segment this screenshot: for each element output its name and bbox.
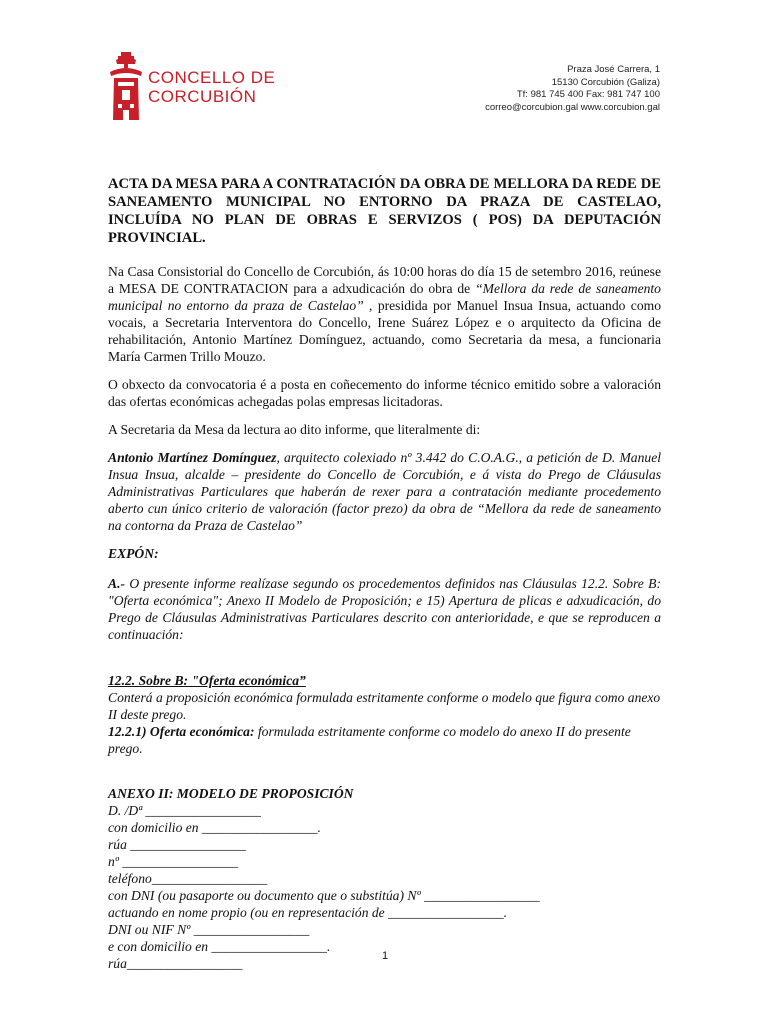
paragraph-meeting bbox=[108, 263, 661, 365]
paragraph-reading: A Secretaria da Mesa da lectura ao dito informe, que literalmente di: bbox=[108, 422, 481, 437]
form-line-nif: DNI ou NIF Nº _________________ bbox=[108, 922, 310, 937]
architect-name: Antonio Martínez Domínguez bbox=[108, 450, 277, 465]
tower-crest-icon bbox=[108, 52, 144, 122]
paragraph-a-text: O presente informe realízase segundo os procedementos definidos nas Cláusulas 12.2. Sobre B: "Oferta económica"; Anexo II Modelo de Proposición; e 15) Apertura de plicas e adxudicación, do Prego de Cláusulas Administrativas Particulares descrito con anterioridade, e que se reproducen a continuación: bbox=[108, 576, 661, 642]
page-number: 1 bbox=[381, 950, 389, 962]
form-line-dni: con DNI (ou pasaporte ou documento que o substitúa) Nº _________________ bbox=[108, 888, 540, 903]
paragraph-report-intro bbox=[108, 449, 661, 534]
form-line-company-street: rúa_________________ bbox=[108, 956, 243, 971]
form-line-domicile: con domicilio en _________________. bbox=[108, 820, 321, 835]
web-line: correo@corcubion.gal www.corcubion.gal bbox=[485, 101, 660, 113]
postal-line: 15130 Corcubión (Galiza) bbox=[551, 76, 660, 88]
meeting-text-2: , presidida por Manuel Insua Insua, actuando como vocais, a Secretaria Interventora do Concello, Irene Suárez López e o arquitecto da Oficina de rehabilitación, Antonio Martínez Domínguez, actuando, como Secretaria da mesa, a funcionaria María Carmen Trillo Mouzo. bbox=[108, 298, 661, 364]
phone-line: Tf: 981 745 400 Fax: 981 747 100 bbox=[516, 89, 660, 100]
form-line-number: nº _________________ bbox=[108, 854, 238, 869]
clause-heading: 12.2. Sobre B: "Oferta económica” bbox=[108, 673, 306, 688]
document-title: ACTA DA MESA PARA A CONTRATACIÓN DA OBRA DE MELLORA DA REDE DE SANEAMENTO MUNICIPAL NO ENTORNO DA PRAZA DE CASTELAO, INCLUÍDA NO PLAN DE OBRAS E SERVIZOS ( POS) DA DEPUTACIÓN PROVINCIAL. bbox=[108, 176, 661, 246]
logo-line-1: CONCELLO DE bbox=[148, 68, 276, 87]
form-line-street: rúa _________________ bbox=[108, 837, 246, 852]
report-intro-text: , arquitecto colexiado nº 3.442 do C.O.A.G., a petición de D. Manuel Insua Insua, alcalde – presidente do Concello de Corcubión, e á vista do Prego de Cláusulas Administrativas Particulares que haberán de rexer para a contratación mediante procedemento aberto cun único criterio de valoración (factor prezo) da obra de “Mellora da rede de saneamento na contorna da Praza de Castelao” bbox=[108, 450, 662, 533]
document-body bbox=[108, 175, 661, 972]
meeting-project-name: “Mellora da rede de saneamento municipal no entorno da praza de Castelao” bbox=[108, 281, 661, 313]
form-line-name: D. /Dª _________________ bbox=[108, 803, 261, 818]
form-line-phone: teléfono_________________ bbox=[108, 871, 268, 886]
paragraph-purpose: O obxecto da convocatoria é a posta en coñecemento do informe técnico emitido sobre a valoración das ofertas económicas achegadas polas empresas licitadoras. bbox=[108, 377, 661, 409]
expon-heading: EXPÓN: bbox=[108, 546, 159, 561]
annex-ii bbox=[108, 785, 661, 972]
meeting-text-1: Na Casa Consistorial do Concello de Corcubión, ás 10:00 horas do día 15 de setembro 2016, reúnese a MESA DE CONTRATACION para a adxudicación do obra de bbox=[108, 264, 661, 296]
annex-heading: ANEXO II: MODELO DE PROPOSICIÓN bbox=[108, 786, 354, 801]
logo-line-2: CORCUBIÓN bbox=[148, 87, 257, 106]
address-line: Praza José Carrera, 1 bbox=[567, 64, 660, 75]
clause-sub-label: 12.2.1) Oferta económica: bbox=[108, 724, 255, 739]
paragraph-a bbox=[108, 575, 661, 643]
clause-text: Conterá a proposición económica formulada estritamente conforme o modelo que figura como anexo II deste prego. bbox=[108, 690, 661, 722]
clause-sub-text: formulada estritamente conforme co modelo do anexo II do presente prego. bbox=[108, 724, 631, 756]
paragraph-a-label: A.- bbox=[108, 576, 125, 591]
form-line-company-domicile: e con domicilio en _________________. bbox=[108, 939, 331, 954]
logo-wordmark bbox=[148, 68, 275, 106]
contact-block bbox=[485, 64, 660, 114]
form-line-representation: actuando en nome propio (ou en representación de _________________. bbox=[108, 905, 508, 920]
concello-logo bbox=[108, 52, 280, 124]
clause-12-2 bbox=[108, 672, 661, 757]
clause-sub bbox=[108, 723, 661, 757]
